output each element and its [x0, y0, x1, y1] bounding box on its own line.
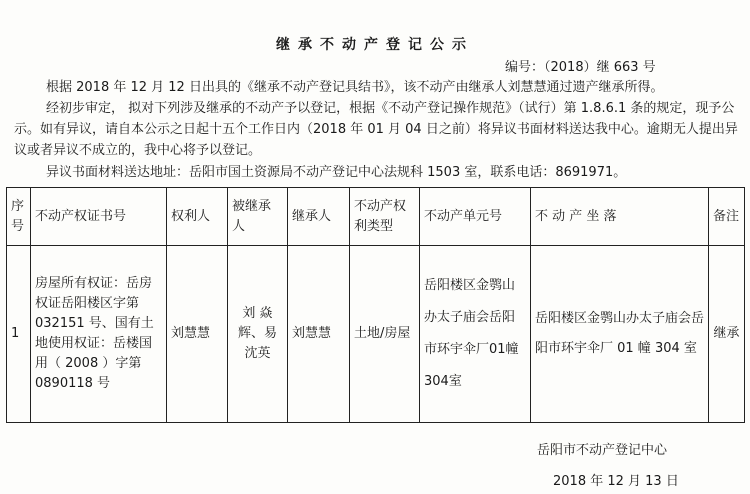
cell-location: 岳阳楼区金鹗山办太子庙会岳阳市环宇伞厂 01 幢 304 室 — [531, 246, 709, 423]
issue-date: 2018 年 12 月 13 日 — [553, 474, 679, 489]
serial-number: 编号：（2018）继 663 号 — [505, 60, 656, 75]
cell-owner: 刘慧慧 — [167, 246, 228, 423]
cell-cert: 房屋所有权证：岳房权证岳阳楼区字第 032151 号、国有土地使用权证：岳楼国用（ 2008 ）字第 0890118 号 — [31, 246, 167, 423]
table-row — [7, 246, 745, 423]
cell-no: 1 — [7, 246, 31, 423]
header-owner: 权利人 — [167, 188, 228, 246]
cell-heir: 刘慧慧 — [288, 246, 350, 423]
header-no: 序号 — [7, 188, 31, 246]
header-note: 备注 — [709, 188, 745, 246]
cell-unit: 岳阳楼区金鹗山办太子庙会岳阳市环宇伞厂01幢 304室 — [420, 246, 531, 423]
paragraph-basis: 根据 2018 年 12 月 12 日出具的《继承不动产登记具结书》，该不动产由继承人刘慧慧通过遗产继承所得。 — [46, 80, 664, 95]
issuing-organization: 岳阳市不动产登记中心 — [537, 443, 668, 458]
header-cert: 不动产权证书号 — [31, 188, 167, 246]
cell-decedent: 刘 焱辉、易沈英 — [228, 246, 288, 423]
header-decedent: 被继承人 — [228, 188, 288, 246]
cell-note: 继承 — [709, 246, 745, 423]
paragraph-address: 异议书面材料送达地址：岳阳市国土资源局不动产登记中心法规科 1503 室，联系电话：8691971。 — [46, 165, 627, 180]
header-type: 不动产权利类型 — [350, 188, 420, 246]
registration-table — [6, 187, 745, 423]
page-title: 继承不动产登记公示 — [276, 37, 474, 53]
table-header-row — [7, 188, 745, 246]
paragraph-review: 经初步审定， 拟对下列涉及继承的不动产予以登记，根据《不动产登记操作规范》（试行）第 1.8.6.1 条的规定，现予公示。如有异议，请自本公示之日起十五个工作日内（2018 年 01 月 04 日之前）将异议书面材料送达我中心。逾期无人提出异议或者异议不成立的，我中心将予以登记。 — [14, 101, 738, 158]
header-heir: 继承人 — [288, 188, 350, 246]
header-unit: 不动产单元号 — [420, 188, 531, 246]
header-location: 不 动 产 坐 落 — [531, 188, 709, 246]
cell-type: 土地/房屋 — [350, 246, 420, 423]
